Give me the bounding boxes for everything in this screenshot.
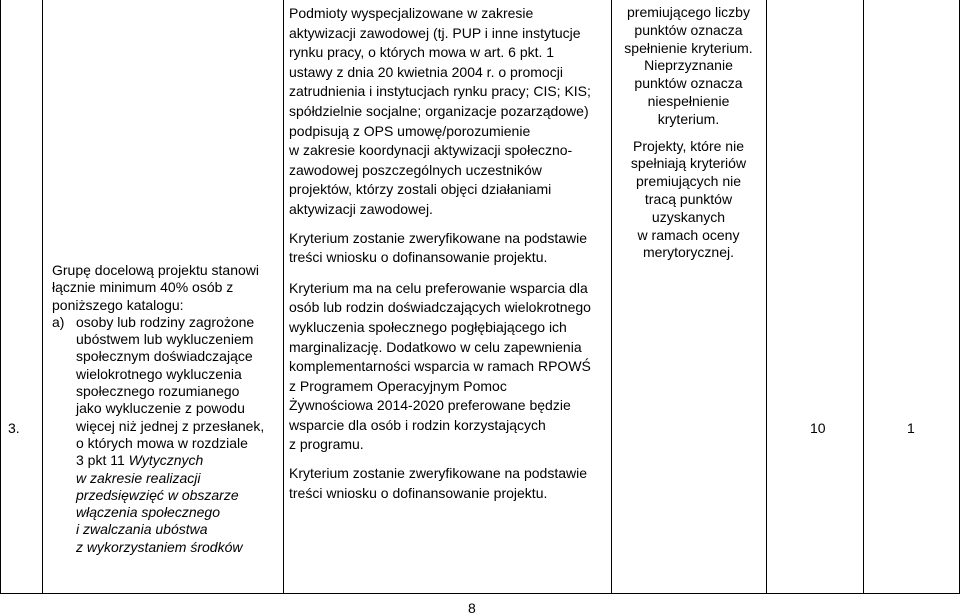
weight-value: 1 — [907, 420, 915, 436]
significance-line: punktów oznacza — [634, 21, 743, 38]
criterion-italic: Wytycznych — [128, 452, 204, 469]
criterion-italic-line — [52, 521, 277, 538]
definition-line: osób lub rodzin doświadczających wielokrotnego — [289, 299, 591, 316]
criterion-italic-line — [52, 487, 277, 504]
criterion-line: społecznego rozumianego — [76, 383, 240, 400]
criterion-italic-line — [52, 470, 277, 487]
max-points: 10 — [810, 420, 826, 436]
definition-line: aktywizacji zawodowej (tj. PUP i inne instytucje — [289, 24, 581, 41]
significance-line: premiujących nie — [635, 173, 742, 190]
definition-line: w zakresie koordynacji aktywizacji społeczno- — [289, 142, 573, 159]
criterion-line: więcej niż jednej z przesłanek, — [76, 417, 265, 434]
criterion-line: jako wykluczenie z powodu — [76, 400, 245, 417]
definition-line: marginalizację. Dodatkowo w celu zapewnienia — [289, 338, 582, 355]
definition-line: z Programem Operacyjnym Pomoc — [289, 377, 507, 394]
significance-line: Projekty, które nie — [632, 137, 744, 154]
significance-line: Nieprzyznanie — [644, 57, 733, 74]
criterion-line: 3 pkt 11 — [76, 452, 125, 469]
significance-line: uzyskanych — [651, 208, 726, 225]
significance-line: spełnienie kryterium. — [624, 39, 753, 56]
definition-line: Kryterium zostanie zweryfikowane na podstawie — [289, 229, 588, 246]
definition-cell — [289, 4, 611, 503]
definition-line: Kryterium ma na celu preferowanie wsparcia dla — [289, 279, 588, 296]
definition-line: spółdzielnie socjalne; organizacje pozarządowe) — [289, 102, 589, 119]
definition-line: Podmioty wyspecjalizowane w zakresie — [289, 5, 534, 21]
criterion-line: osoby lub rodziny zagrożone — [76, 313, 255, 330]
criterion-item-a — [52, 314, 277, 331]
definition-line: Żywnościowa 2014-2020 preferowane będzie — [289, 397, 571, 414]
definition-line: aktywizacji zawodowej. — [289, 200, 433, 217]
paragraph-gap — [289, 268, 611, 279]
row-number: 3. — [8, 420, 20, 436]
paragraph-gap — [289, 220, 611, 229]
criterion-italic-line — [52, 539, 277, 556]
list-marker: a) — [52, 313, 65, 330]
table-column-divider — [766, 0, 767, 593]
table-border-left — [0, 0, 1, 593]
criterion-line: wielokrotnego wykluczenia — [76, 365, 242, 382]
paragraph-gap — [289, 455, 611, 464]
criterion-line-with-italic — [52, 452, 277, 469]
criterion-italic-line — [52, 504, 277, 521]
definition-line: zatrudnienia i instytucjach rynku pracy; CIS; KIS; — [289, 83, 591, 100]
definition-line: wsparcie dla osób i rodzin korzystających — [289, 416, 546, 433]
definition-line: podpisują z OPS umowę/porozumienie — [289, 122, 531, 139]
criterion-italic: w zakresie realizacji — [76, 469, 201, 486]
definition-line: treści wniosku o dofinansowanie projektu. — [289, 484, 548, 501]
significance-line: w ramach oceny — [637, 226, 740, 243]
criterion-line: łącznie minimum 40% osób z — [52, 279, 234, 296]
criterion-line: społecznym doświadczające — [76, 348, 253, 365]
definition-line: wykluczenia społecznego pogłębiającego ich — [289, 318, 567, 335]
criterion-italic: z wykorzystaniem środków — [76, 538, 243, 555]
criterion-line: Grupę docelową projektu stanowi — [52, 262, 260, 278]
significance-line: spełniają kryteriów — [630, 155, 747, 172]
criterion-italic: i zwalczania ubóstwa — [76, 521, 208, 538]
significance-line: niespełnienie — [647, 92, 730, 109]
criterion-italic: włączenia społecznego — [76, 504, 220, 521]
definition-line: zawodowej poszczególnych uczestników — [289, 161, 542, 178]
definition-line: projektów, którzy zostali objęci działaniami — [289, 181, 552, 198]
significance-line: tracą punktów — [644, 190, 733, 207]
definition-line: treści wniosku o dofinansowanie projektu. — [289, 249, 548, 266]
significance-line: punktów oznacza — [634, 75, 743, 92]
page-number: 8 — [468, 600, 476, 616]
definition-line: rynku pracy, o których mowa w art. 6 pkt. 1 — [289, 44, 555, 61]
definition-line: ustawy z dnia 20 kwietnia 2004 r. o promocji — [289, 63, 563, 80]
criterion-line: o których mowa w rozdziale — [76, 434, 248, 451]
table-column-divider — [283, 0, 284, 593]
table-column-divider — [42, 0, 43, 593]
definition-line: Kryterium zostanie zweryfikowane na podstawie — [289, 465, 588, 482]
significance-line: premiującego liczby — [627, 4, 750, 20]
criterion-italic: przedsięwzięć w obszarze — [76, 486, 239, 503]
table-column-divider — [863, 0, 864, 593]
significance-line: kryterium. — [657, 110, 720, 127]
definition-line: komplementarności wsparcia w ramach RPOWŚ — [289, 358, 591, 375]
table-border-bottom — [0, 593, 960, 594]
significance-cell — [612, 4, 765, 262]
criterion-line: poniższego katalogu: — [52, 296, 184, 313]
criterion-cell — [52, 262, 277, 556]
criterion-line: ubóstwem lub wykluczeniem — [76, 331, 254, 348]
definition-line: z programu. — [289, 436, 364, 453]
significance-line: merytorycznej. — [642, 244, 735, 261]
paragraph-gap — [612, 129, 765, 138]
